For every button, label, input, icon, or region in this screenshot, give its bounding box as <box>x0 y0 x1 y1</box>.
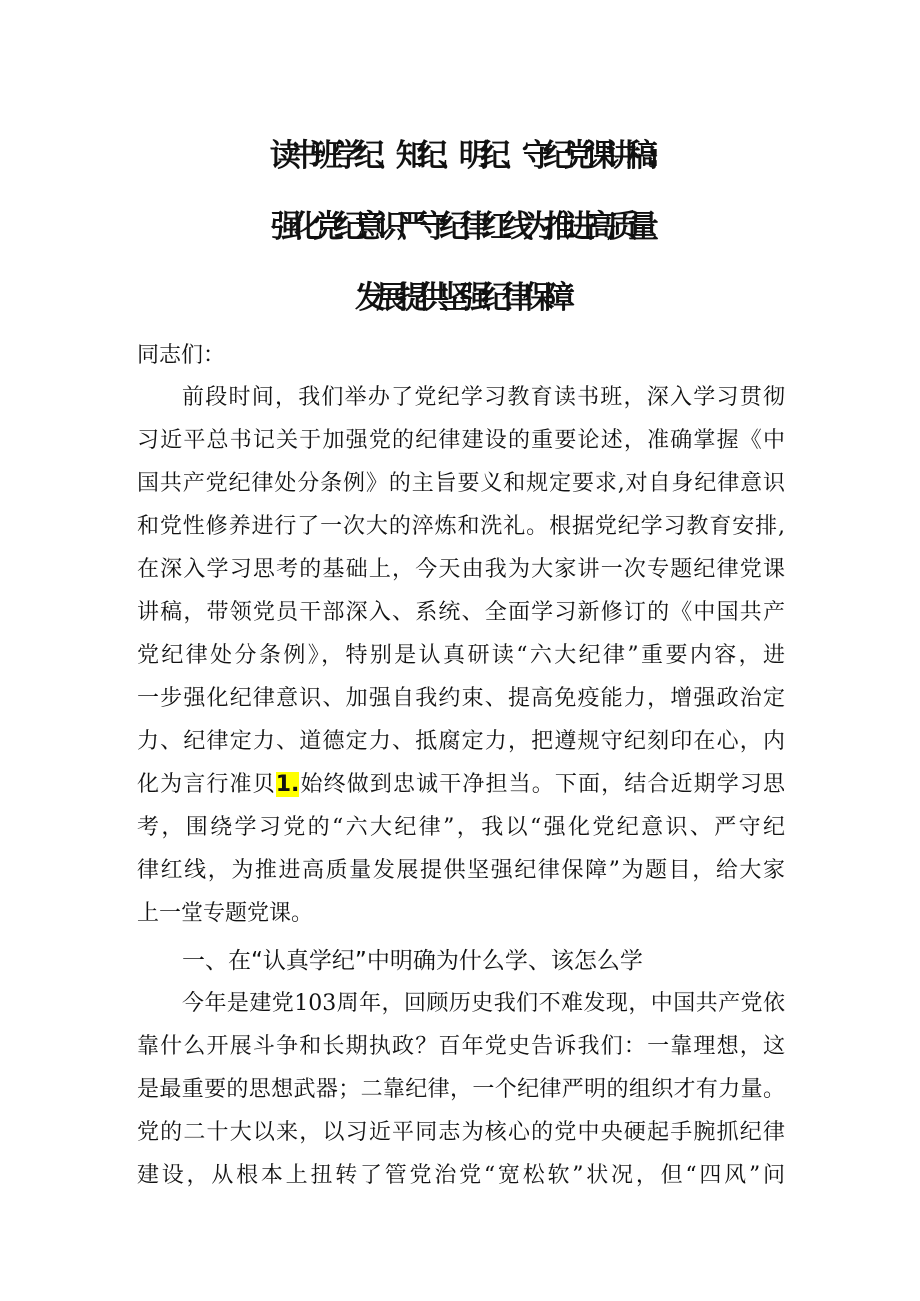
section-1-heading: 一、在“认真学纪”中明确为什么学、该怎么学 <box>182 948 643 974</box>
document-title-line-3: 发展提供坚强纪律保障 <box>355 280 565 316</box>
paragraph-1-line-2: 习近平总书记关于加强党的纪律建设的重要论述，准确掌握《中 <box>137 428 785 453</box>
document-title-line-2: 强化党纪意识严守纪律红线为推进高质量 <box>271 209 649 245</box>
paragraph-2-line-3: 是最重要的思想武器；二靠纪律，一个纪律严明的组织才有力量。 <box>137 1077 785 1102</box>
paragraph-1-line-13: 上一堂专题党课。 <box>137 901 314 926</box>
salutation: 同志们： <box>137 343 226 368</box>
paragraph-2-line-4: 党的二十大以来，以习近平同志为核心的党中央硬起手腕抓纪律 <box>137 1120 785 1145</box>
paragraph-1-line-6: 讲稿，带领党员干部深入、系统、全面学习新修订的《中国共产 <box>137 600 785 625</box>
paragraph-1-line-7: 党纪律处分条例》，特别是认真研读“六大纪律”重要内容，进 <box>137 643 785 668</box>
line-10-text-after: 始终做到忠诚干净担当。下面，结合近期学习思 <box>299 772 785 797</box>
paragraph-1-line-12: 律红线，为推进高质量发展提供坚强纪律保障”为题目，给大家 <box>137 858 785 883</box>
paragraph-1-line-11: 考，围绕学习党的“六大纪律”，我以“强化党纪意识、严守纪 <box>137 815 785 840</box>
paragraph-1-line-10 <box>137 767 785 798</box>
highlighted-marker: 1. <box>275 772 300 797</box>
document-title-line-1: 读书班学纪、知纪、明纪、守纪党课讲稿: <box>269 138 651 174</box>
paragraph-1-line-3: 国共产党纪律处分条例》的主旨要义和规定要求,对自身纪律意识 <box>137 471 785 496</box>
paragraph-2-line-5: 建设，从根本上扭转了管党治党“宽松软”状况，但“四风”问 <box>137 1163 785 1188</box>
paragraph-1-line-4: 和党性修养进行了一次大的淬炼和洗礼。根据党纪学习教育安排, <box>137 514 785 539</box>
line-10-text-before: 化为言行准贝 <box>137 772 276 797</box>
paragraph-1-line-8: 一步强化纪律意识、加强自我约束、提高免疫能力，增强政治定 <box>137 686 785 711</box>
paragraph-2-line-2: 靠什么开展斗争和长期执政？百年党史告诉我们：一靠理想，这 <box>137 1034 785 1059</box>
paragraph-2-line-1: 今年是建党103周年，回顾历史我们不难发现，中国共产党依 <box>182 991 785 1016</box>
paragraph-1-line-9: 力、纪律定力、道德定力、抵腐定力，把遵规守纪刻印在心，内 <box>137 729 785 754</box>
paragraph-1-line-5: 在深入学习思考的基础上，今天由我为大家讲一次专题纪律党课 <box>137 557 785 582</box>
paragraph-1-line-1: 前段时间，我们举办了党纪学习教育读书班，深入学习贯彻 <box>182 385 785 410</box>
